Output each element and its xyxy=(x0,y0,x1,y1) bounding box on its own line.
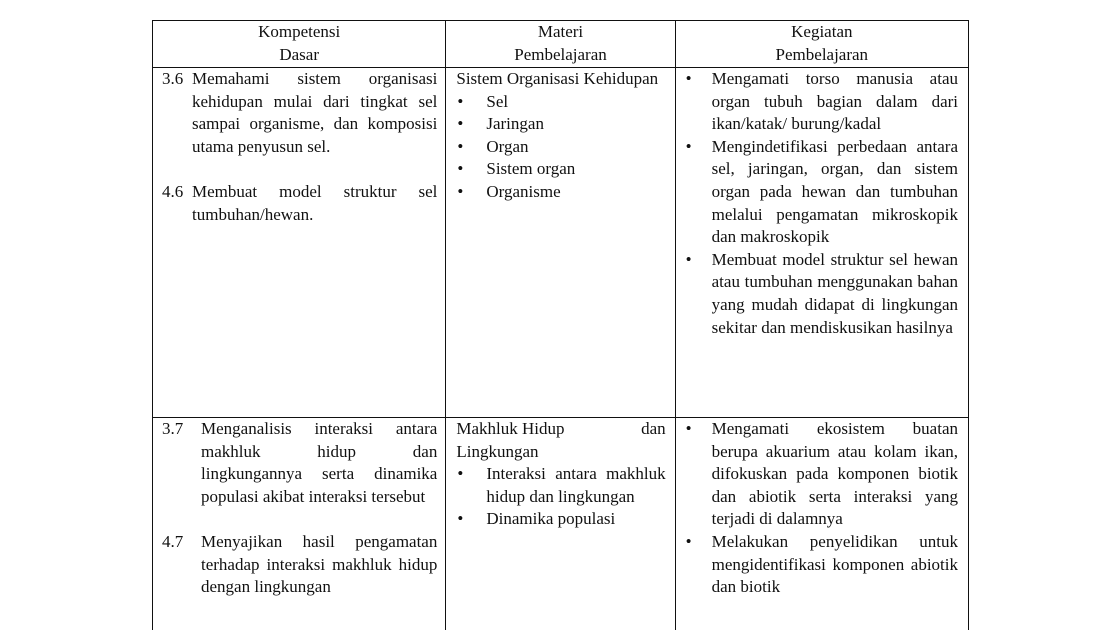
materi-title xyxy=(456,418,665,441)
kd-number: 3.6 xyxy=(162,69,184,88)
header-line: Materi xyxy=(537,22,584,41)
list-item: • Interaksi antara makhluk hidup dan lingkungan xyxy=(456,463,665,508)
header-line: Pembelajaran xyxy=(775,44,869,64)
materi-cell xyxy=(446,418,675,630)
table-row xyxy=(153,68,969,418)
list-item: • Mengamati torso manusia atau organ tubuh bagian dalam dari ikan/katak/ burung/kadal xyxy=(685,68,958,136)
kegiatan-cell xyxy=(675,418,968,630)
header-line: Pembelajaran xyxy=(514,44,607,64)
bullet-icon: • xyxy=(457,509,464,529)
materi-list xyxy=(456,463,665,531)
bullet-icon: • xyxy=(685,136,692,156)
list-item: • Organisme xyxy=(456,181,665,204)
header-line: Kegiatan xyxy=(791,22,853,41)
header-line: Kompetensi xyxy=(258,22,341,41)
list-item: • Sistem organ xyxy=(456,158,665,181)
curriculum-table xyxy=(152,20,969,630)
kd-number: 4.7 xyxy=(162,531,184,551)
header-kompetensi-dasar xyxy=(153,21,446,68)
kd-text: Menganalisis interaksi antara makhluk hidup dan lingkungannya serta dinamika populasi akibat interaksi tersebut xyxy=(201,419,438,506)
kd-text: Membuat model struktur sel tumbuhan/hewan. xyxy=(192,181,438,224)
list-item: • Sel xyxy=(456,91,665,114)
materi-title-right: dan xyxy=(641,419,666,438)
list-item: • Jaringan xyxy=(456,113,665,136)
kompetensi-cell xyxy=(153,418,446,630)
materi-title-line2: Lingkungan xyxy=(456,441,539,461)
kompetensi-cell xyxy=(153,68,446,418)
bullet-icon: • xyxy=(685,69,692,88)
bullet-icon: • xyxy=(457,91,464,111)
kd-text: Menyajikan hasil pengamatan terhadap interaksi makhluk hidup dengan lingkungan xyxy=(201,531,438,597)
kd-item xyxy=(162,181,437,226)
list-item: • Mengindetifikasi perbedaan antara sel, jaringan, organ, dan sistem organ pada hewan dan tumbuhan melalui pengamatan mikroskopik dan makroskopik xyxy=(685,136,958,249)
bullet-icon: • xyxy=(685,531,692,551)
materi-title: Sistem Organisasi Kehidupan xyxy=(456,69,659,88)
kd-text: Memahami sistem organisasi kehidupan mulai dari tingkat sel sampai organisme, dan komposisi utama penyusun sel. xyxy=(192,69,438,156)
bullet-icon: • xyxy=(457,136,464,156)
bullet-icon: • xyxy=(685,419,692,438)
kd-item xyxy=(162,531,437,599)
kd-item xyxy=(162,68,437,158)
kegiatan-list xyxy=(685,418,958,599)
list-item: • Mengamati ekosistem buatan berupa akuarium atau kolam ikan, difokuskan pada komponen biotik dan abiotik serta interaksi yang terjadi di dalamnya xyxy=(685,418,958,531)
materi-title-left: Makhluk Hidup xyxy=(456,419,565,438)
list-item: • Dinamika populasi xyxy=(456,508,665,531)
table-header-row xyxy=(153,21,969,68)
list-item: • Organ xyxy=(456,136,665,159)
bullet-icon: • xyxy=(457,181,464,201)
header-kegiatan-pembelajaran xyxy=(675,21,968,68)
bullet-icon: • xyxy=(457,464,464,484)
header-materi-pembelajaran xyxy=(446,21,675,68)
header-line: Dasar xyxy=(279,44,319,64)
table-row xyxy=(153,418,969,630)
kd-number: 3.7 xyxy=(162,419,184,438)
materi-list xyxy=(456,91,665,204)
bullet-icon: • xyxy=(457,114,464,134)
materi-cell xyxy=(446,68,675,418)
kegiatan-cell xyxy=(675,68,968,418)
bullet-icon: • xyxy=(457,159,464,179)
bullet-icon: • xyxy=(685,249,692,269)
kd-item xyxy=(162,418,437,508)
list-item: • Membuat model struktur sel hewan atau tumbuhan menggunakan bahan yang mudah didapat di lingkungan sekitar dan mendiskusikan hasilnya xyxy=(685,249,958,339)
list-item: • Melakukan penyelidikan untuk mengidentifikasi komponen abiotik dan biotik xyxy=(685,531,958,599)
kd-number: 4.6 xyxy=(162,181,184,201)
kegiatan-list xyxy=(685,68,958,339)
